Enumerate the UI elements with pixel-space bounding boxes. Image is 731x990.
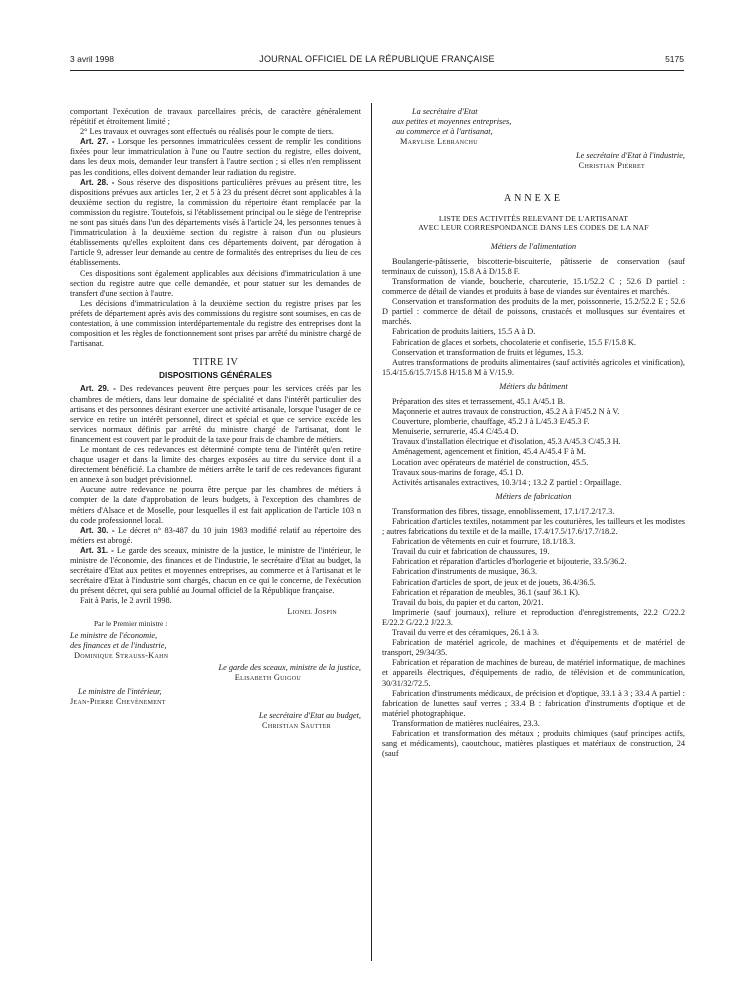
signatory-name: Dominique Strauss-Kahn bbox=[74, 650, 169, 660]
signature-min-eco bbox=[70, 631, 361, 661]
section-alimentation-list bbox=[382, 257, 685, 378]
activity-item: Travail du cuir et fabrication de chaussures, 19. bbox=[392, 547, 550, 557]
article-text: Lorsque les personnes immatriculées cessent de remplir les conditions fixées pour leur immatriculation à l'une ou l'autre section du registre, elles doivent, dans les deux mois, demander leur transfert à l'autre section ; si elles n'en remplissent pas les conditions, elles doivent demander leur radiation du registre. bbox=[70, 137, 362, 177]
signatory-name: Jean-Pierre Chevènement bbox=[70, 697, 166, 707]
activity-item: Fabrication d'instruments de musique, 36.3. bbox=[392, 567, 538, 577]
article-text: Sous réserve des dispositions particulières prévues au présent titre, les dispositions prévues aux articles 1er, 2 et 5 à 23 du présent décret sont applicables à la deuxième section du registre, la commission du répertoire étant remplacée par la commission du registre. Toutefois, si l'établissement principal ou le siège de l'entreprise ne sont pas situés dans l'un des départements visés à l'article 24, les personnes tenues à l'immatriculation à la deuxième section du registre à raison d'un ou plusieurs établissements qu'elles exploitent dans ces départements doivent, par dérogation à l'article 9, adresser leur demande au centre de formalités des entreprises du lieu de ces établissements. bbox=[70, 177, 361, 268]
header-page-number: 5175 bbox=[665, 54, 684, 64]
signatory-name: Christian Sautter bbox=[262, 721, 331, 731]
activity-item: Imprimerie (sauf journaux), reliure et reproduction d'enregistrements, 22.2 C/22.2 E/22.2 G/22.2 J/22.3. bbox=[382, 607, 685, 627]
signatory-title: aux petites et moyennes entreprises, bbox=[392, 117, 512, 127]
activity-item: Fabrication d'instruments médicaux, de précision et d'optique, 33.1 à 3 ; 33.4 A partiel : fabrication de lunettes sauf verres ; 33.4 B : fabrication d'instruments d'optique et de matériel photographique. bbox=[382, 688, 685, 718]
activity-item: Travail du bois, du papier et du carton, 20/21. bbox=[392, 597, 544, 607]
article-label: Art. 28. - bbox=[80, 177, 115, 187]
article-label: Art. 27. - bbox=[80, 137, 115, 147]
article-label: Art. 31. - bbox=[80, 545, 114, 555]
column-divider bbox=[371, 103, 372, 961]
signatory-title: Le secrétaire d'Etat au budget, bbox=[258, 711, 361, 721]
header-rule bbox=[70, 70, 684, 71]
activity-item: Fabrication de vêtements en cuir et fourrure, 18.1/18.3. bbox=[392, 537, 576, 547]
annexe-list-title bbox=[382, 214, 685, 233]
signatory-name: Elisabeth Guigou bbox=[234, 673, 301, 683]
article-text: Le décret n° 83-487 du 10 juin 1983 modifié relatif au répertoire des métiers est abrogé. bbox=[70, 525, 362, 545]
activity-item: Transformation de viande, boucherie, charcuterie, 15.1/52.2 C ; 52.6 D partiel : commerce de détail de viandes et produits à base de viandes sur éventaires et marchés. bbox=[382, 276, 685, 297]
signatory-title: La secrétaire d'Etat bbox=[412, 107, 478, 116]
paragraph: Ces dispositions sont également applicables aux décisions d'immatriculation à une section du registre autre que celle demandée, et pour statuer sur les demandes de transfert d'une section à l'autre. bbox=[70, 268, 361, 298]
signatory-name: Christian Pierret bbox=[578, 161, 645, 171]
paragraph: Les décisions d'immatriculation à la deuxième section du registre prises par les préfets de département après avis des commissions du registre sont soumises, en cas de contestation, à une commission interdépartementale du registre des entreprises dont la composition et les règles de fonctionnement sont prises par arrêté du ministre chargé de l'artisanat. bbox=[70, 298, 361, 349]
activity-item: Fabrication et transformation des métaux ; produits chimiques (sauf principes actifs, sang et médicaments), caoutchouc, matières plastiques et matériaux de construction, 24 (sauf bbox=[382, 728, 685, 759]
page-header bbox=[70, 54, 684, 70]
article-31 bbox=[70, 546, 361, 596]
par-le-premier-ministre: Par le Premier ministre : bbox=[94, 618, 168, 628]
paragraph: 2° Les travaux et ouvrages sont effectués ou réalisés pour le compte de tiers. bbox=[80, 127, 334, 137]
activity-item: Travaux d'installation électrique et d'isolation, 45.3 A/45.3 C/45.3 H. bbox=[392, 437, 621, 447]
activity-item: Fabrication de produits laitiers, 15.5 A à D. bbox=[392, 327, 536, 337]
article-27 bbox=[70, 137, 361, 177]
activity-item: Activités artisanales extractives, 10.3/14 ; 13.2 Z partiel : Orpaillage. bbox=[392, 477, 622, 487]
list-title-line: AVEC LEUR CORRESPONDANCE DANS LES CODES DE LA NAF bbox=[418, 223, 649, 233]
activity-item: Fabrication d'articles textiles, notamment par les couturières, les tailleurs et les modistes ; autres fabrications du textile et de la maille, 17.4/17.5/17.6/17.7/18.2. bbox=[382, 517, 685, 537]
activity-item: Fabrication et réparation de meubles, 36.1 (sauf 36.1 K). bbox=[392, 587, 581, 597]
signature-sec-ind bbox=[382, 151, 685, 171]
article-text: Des redevances peuvent être perçues pour les services créés par les chambres de métiers, dans leur domaine de spécialité et dans l'intérêt particulier des artisans et des personnes désirant exercer une activité artisanale, lorsque l'usager de ce service en retire un intérêt personnel, direct et spécial et que ce service excède les services normaux définis par arrêté du ministre chargé de l'artisanat, dont le financement est couvert par le produit de la taxe pour frais de chambre de métiers. bbox=[70, 384, 361, 444]
section-batiment-list bbox=[382, 397, 685, 488]
article-label: Art. 29. - bbox=[80, 384, 116, 394]
left-column bbox=[70, 107, 361, 732]
paragraph: Aucune autre redevance ne pourra être perçue par les chambres de métiers à compter de la date d'approbation de leurs budgets, à l'exception des chambres de métiers d'Alsace et de Moselle, pour lesquelles il est fait application de l'article 103 n du code professionnel local. bbox=[70, 485, 361, 525]
activity-item: Boulangerie-pâtisserie, biscotterie-biscuiterie, pâtisserie de conservation (sauf terminaux de cuisson), 15.8 A à D/15.8 F. bbox=[382, 256, 685, 276]
annexe-heading: ANNEXE bbox=[503, 192, 564, 204]
activity-item: Menuiserie, serrurerie, 45.4 C/45.4 D. bbox=[392, 427, 519, 437]
activity-item: Fabrication et réparation d'articles d'horlogerie et bijouterie, 33.5/36.2. bbox=[392, 557, 627, 567]
activity-item: Transformation de matières nucléaires, 23.3. bbox=[392, 718, 540, 728]
section-title-alimentation: Métiers de l'alimentation bbox=[490, 240, 577, 251]
signature-sec-pme bbox=[382, 107, 685, 147]
signatory-title: Le ministre de l'intérieur, bbox=[78, 687, 162, 697]
article-label: Art. 30. - bbox=[80, 525, 115, 535]
section-title-fabrication: Métiers de fabrication bbox=[495, 490, 572, 501]
signatory-title: des finances et de l'industrie, bbox=[70, 640, 167, 650]
activity-item: Aménagement, agencement et finition, 45.4 A/45.4 F à M. bbox=[392, 447, 586, 457]
titre-heading: TITRE IV bbox=[192, 357, 239, 369]
activity-item: Préparation des sites et terrassement, 45.1 A/45.1 B. bbox=[392, 396, 566, 406]
activity-item: Maçonnerie et autres travaux de construction, 45.2 A à F/45.2 N à V. bbox=[392, 407, 620, 417]
header-journal-title: JOURNAL OFFICIEL DE LA RÉPUBLIQUE FRANÇAISE bbox=[259, 54, 495, 64]
signature-min-int bbox=[70, 687, 361, 707]
activity-item: Conservation et transformation des produits de la mer, poissonnerie, 15.2/52.2 E ; 52.6 D partiel : commerce de détail de poissons, crustacés et mollusques sur éventaires et marchés. bbox=[382, 297, 685, 327]
signatory-name: Marylise Lebranchu bbox=[400, 137, 478, 147]
article-28 bbox=[70, 178, 361, 269]
signatory-title: Le ministre de l'économie, bbox=[70, 630, 158, 640]
article-30 bbox=[70, 526, 361, 546]
article-29 bbox=[70, 384, 361, 445]
activity-item: Autres transformations de produits alimentaires (sauf activités agricoles et vinification), 15.4/15.6/15.7/15.8 H/15.8 M à V/15.9. bbox=[382, 357, 685, 377]
fait-a-paris: Fait à Paris, le 2 avril 1998. bbox=[80, 596, 172, 606]
signatory-title: au commerce et à l'artisanat, bbox=[396, 127, 493, 137]
paragraph: Le montant de ces redevances est déterminé compte tenu de l'intérêt qu'en retire chaque usager et dans la limite des charges exposées au titre du service dont il a directement bénéficié. La chambre de métiers arrête le tarif de ces redevances figurant en annexe à son budget prévisionnel. bbox=[70, 445, 361, 485]
section-fabrication-list bbox=[382, 507, 685, 759]
activity-item: Travail du verre et des céramiques, 26.1 à 3. bbox=[392, 628, 539, 638]
paragraph: comportant l'exécution de travaux parcellaires précis, de caractère généralement répétitif et étroitement limité ; bbox=[70, 107, 361, 127]
signature-garde bbox=[70, 663, 361, 683]
signatory-name: Lionel Jospin bbox=[287, 606, 337, 616]
signatory-title: Le secrétaire d'Etat à l'industrie, bbox=[575, 151, 685, 161]
signatory-title: Le garde des sceaux, ministre de la justice, bbox=[218, 662, 361, 672]
section-heading: DISPOSITIONS GÉNÉRALES bbox=[159, 370, 272, 381]
activity-item: Fabrication de matériel agricole, de machines et d'équipements et de matériel de transport, 29/34/35. bbox=[382, 638, 685, 658]
signature-pm bbox=[70, 607, 361, 617]
activity-item: Conservation et transformation de fruits et légumes, 15.3. bbox=[392, 347, 584, 357]
section-title-batiment: Métiers du bâtiment bbox=[499, 380, 568, 391]
activity-item: Fabrication d'articles de sport, de jeux et de jouets, 36.4/36.5. bbox=[392, 577, 596, 587]
activity-item: Travaux sous-marins de forage, 45.1 D. bbox=[392, 467, 524, 477]
signature-sec-budget bbox=[70, 711, 361, 731]
activity-item: Location avec opérateurs de matériel de construction, 45.5. bbox=[392, 457, 589, 467]
activity-item: Fabrication de glaces et sorbets, chocolaterie et confiserie, 15.5 F/15.8 K. bbox=[392, 337, 636, 347]
header-date: 3 avril 1998 bbox=[70, 54, 114, 64]
activity-item: Couverture, plomberie, chauffage, 45.2 J à L/45.3 E/45.3 F. bbox=[392, 417, 590, 427]
list-title-line: LISTE DES ACTIVITÉS RELEVANT DE L'ARTISANAT bbox=[438, 213, 629, 223]
right-column bbox=[382, 107, 685, 759]
activity-item: Transformation des fibres, tissage, ennoblissement, 17.1/17.2/17.3. bbox=[392, 506, 615, 516]
activity-item: Fabrication et réparation de machines de bureau, de matériel informatique, de machines et appareils électriques, d'équipements de radio, de télévision et de communication, 30/31/32/72.5. bbox=[382, 658, 685, 688]
article-text: Le garde des sceaux, ministre de la justice, le ministre de l'intérieur, le ministre de l'économie, des finances et de l'industrie, le secrétaire d'Etat au budget, la secrétaire d'Etat aux petites et moyennes entreprises, au commerce et à l'artisanat et le secrétaire d'Etat à l'industrie sont chargés, chacun en ce qui le concerne, de l'exécution du présent décret, qui sera publié au Journal officiel de la République française. bbox=[70, 545, 361, 596]
